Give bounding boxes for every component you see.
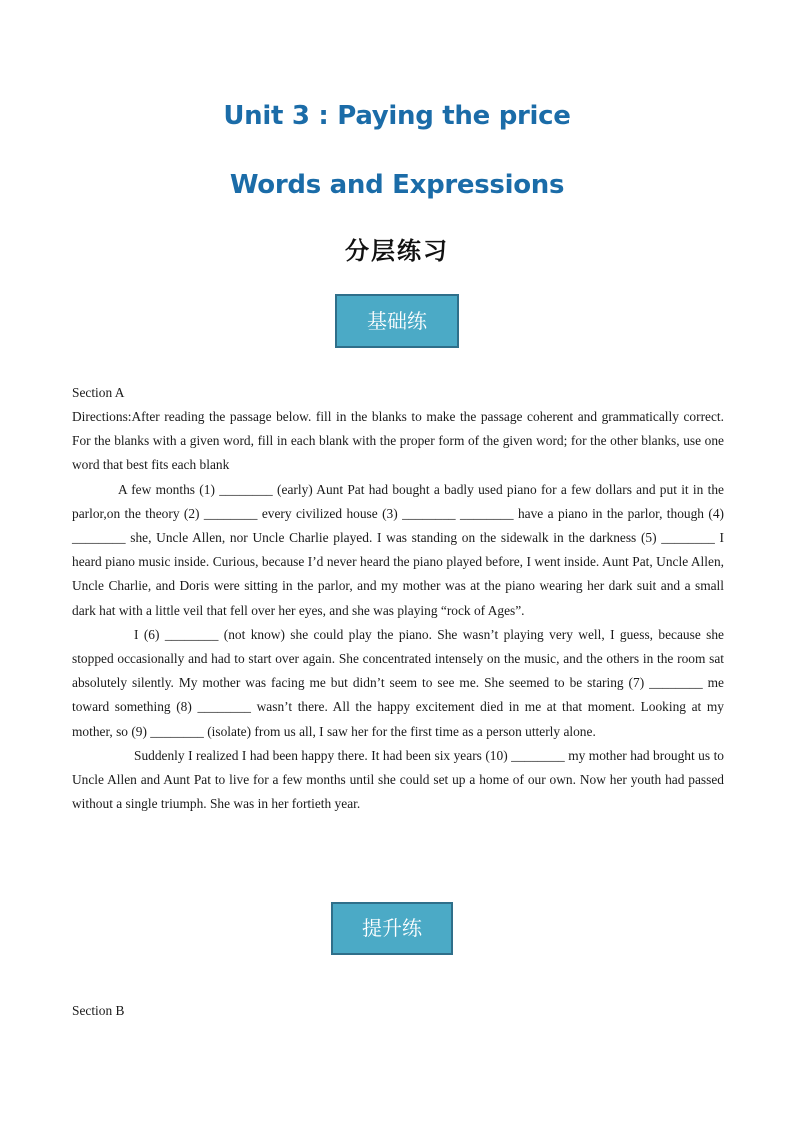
section-a-content: [72, 405, 724, 816]
section-a-heading: Section A: [72, 385, 125, 400]
section-b-heading: Section B: [72, 1003, 125, 1018]
lesson-title: Words and Expressions: [229, 170, 565, 200]
passage-paragraph-3: Suddenly I realized I had been happy there. It had been six years (10) ________ my mother had brought us to Uncle Allen and Aunt Pat to live for a few months until she could set up a home of our own. Now her youth had passed without a single triumph. She was in her fortieth year.: [72, 747, 724, 812]
exercise-subtitle: 分层练习: [345, 237, 449, 265]
unit-title: Unit 3 : Paying the price: [223, 101, 571, 131]
passage-paragraph-1: A few months (1) ________ (early) Aunt Pat had bought a badly used piano for a few dollars and put it in the parlor,on the theory (2) ________ every civilized house (3) ________ ________ have a piano in the parlor, though (4) ________ she, Uncle Allen, nor Uncle Charlie played. I was standing on the sidewalk in the darkness (5) ________ I heard piano music inside. Curious, because I’d never heard the piano played before, I went inside. Aunt Pat, Uncle Allen, Uncle Charlie, and Doris were sitting in the parlor, and my mother was at the piano wearing her dark suit and a small dark hat with a little veil that fell over her eyes, and she was playing “rock of Ages”.: [72, 481, 724, 618]
basic-practice-label: 基础练: [335, 294, 459, 348]
advanced-practice-label: 提升练: [331, 902, 453, 955]
passage-paragraph-2: I (6) ________ (not know) she could play the piano. She wasn’t playing very well, I guess, because she stopped occasionally and had to start over again. She concentrated intensely on the music, and the others in the room sat absolutely silently. My mother was facing me but didn’t seem to see me. She seemed to be staring (7) ________ me toward something (8) ________ wasn’t there. All the happy excitement died in me at that moment. Looking at my mother, so (9) ________ (isolate) from us all, I saw her for the first time as a person utterly alone.: [72, 626, 724, 739]
directions-text: Directions:After reading the passage below. fill in the blanks to make the passage coherent and grammatically correct. For the blanks with a given word, fill in each blank with the proper form of the given word; for the other blanks, use one word that best fits each blank: [72, 409, 724, 473]
